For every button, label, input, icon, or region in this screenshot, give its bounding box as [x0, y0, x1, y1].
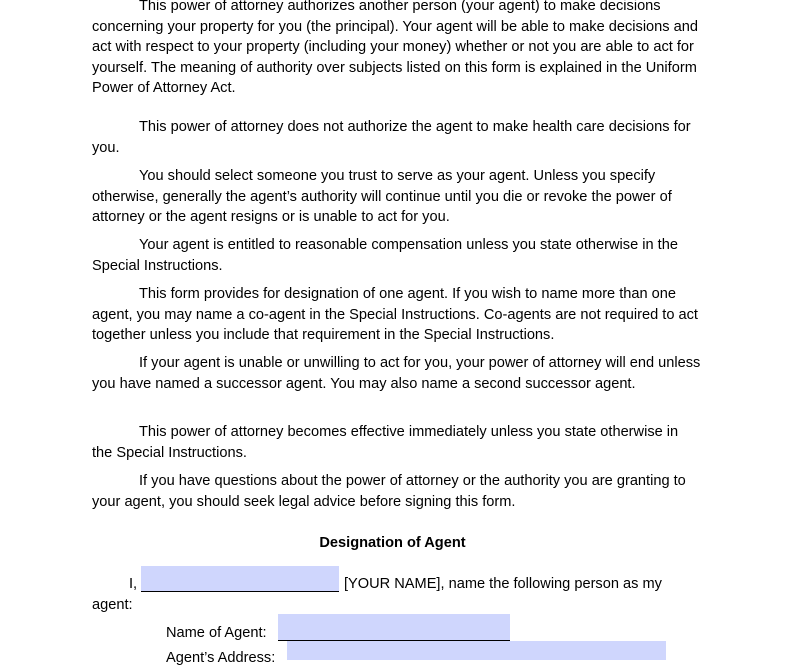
agent-name-field[interactable]	[278, 614, 510, 641]
your-name-field[interactable]	[141, 566, 339, 592]
paragraph-compensation: Your agent is entitled to reasonable compensation unless you state otherwise in the Special Instructions.	[92, 237, 678, 274]
paragraph-co-agent: This form provides for designation of one agent. If you wish to name more than one agent, you may name a co-agent in the Special Instructions. Co-agents are not required to act together unless you include that requirement in the Special Instructions.	[92, 286, 698, 343]
your-name-label: [YOUR NAME], name the following person as my	[344, 576, 662, 592]
agent-address-label: Agent’s Address:	[166, 650, 276, 666]
i-label: I,	[129, 576, 138, 592]
agent-word-label: agent:	[92, 597, 133, 613]
paragraph-authority: This power of attorney authorizes another person (your agent) to make decisions concerning your property for you (the principal). Your agent will be able to make decisions and act with respect to your property (including your money) whether or not you are able to act for yourself. The meaning of authority over subjects listed on this form is explained in the Uniform Power of Attorney Act.	[92, 0, 698, 96]
name-of-agent-label: Name of Agent:	[166, 625, 267, 641]
designation-heading: Designation of Agent	[319, 535, 466, 551]
paragraph-legal-advice: If you have questions about the power of attorney or the authority you are granting to your agent, you should seek legal advice before signing this form.	[92, 473, 686, 510]
agent-address-field[interactable]	[287, 641, 666, 660]
paragraph-effective: This power of attorney becomes effective immediately unless you state otherwise in the Special Instructions.	[92, 424, 679, 461]
paragraph-successor-agent: If your agent is unable or unwilling to act for you, your power of attorney will end unless you have named a successor agent. You may also name a second successor agent.	[92, 355, 701, 392]
paragraph-health-care: This power of attorney does not authorize the agent to make health care decisions for you.	[92, 119, 691, 156]
paragraph-select-agent: You should select someone you trust to serve as your agent. Unless you specify otherwise, generally the agent’s authority will continue until you die or revoke the power of attorney or the agent resigns or is unable to act for you.	[92, 168, 672, 225]
